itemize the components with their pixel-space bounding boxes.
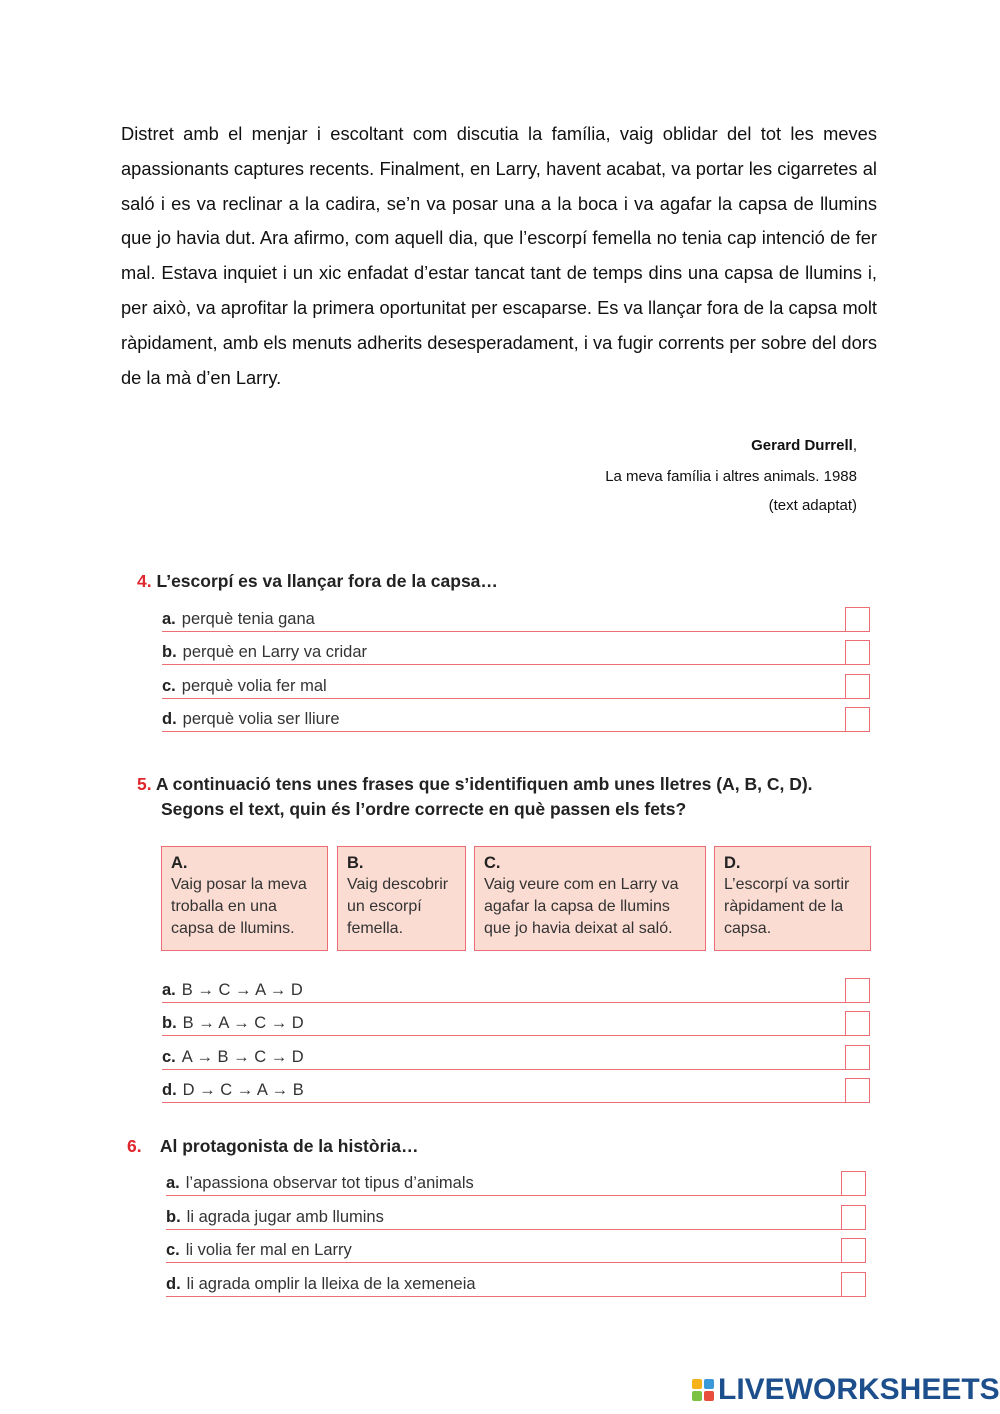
- option-text: perquè volia ser lliure: [182, 710, 340, 728]
- answer-checkbox[interactable]: [841, 1171, 866, 1196]
- question-4-text: L’escorpí es va llançar fora de la capsa…: [156, 571, 498, 591]
- question-5-option-c: [162, 1044, 870, 1070]
- question-4-option-c: [162, 673, 870, 699]
- option-letter: a.: [162, 981, 176, 999]
- answer-checkbox[interactable]: [841, 1205, 866, 1230]
- option-text: li volia fer mal en Larry: [185, 1241, 352, 1259]
- question-4-option-a: [162, 606, 870, 632]
- event-card-d: [714, 846, 871, 951]
- option-letter: c.: [162, 677, 176, 695]
- option-text: A → B → C → D: [181, 1048, 304, 1066]
- card-letter: A.: [171, 854, 188, 872]
- option-letter: b.: [166, 1208, 181, 1226]
- event-card-a: [161, 846, 328, 951]
- question-5-option-d: [162, 1077, 870, 1103]
- option-text: B → C → A → D: [181, 981, 303, 999]
- option-text: D → C → A → B: [182, 1081, 304, 1099]
- question-6-option-b: [166, 1204, 866, 1230]
- logo-square-2: [704, 1379, 714, 1389]
- answer-checkbox[interactable]: [841, 1272, 866, 1297]
- option-text: l’apassiona observar tot tipus d’animals: [185, 1174, 474, 1192]
- question-5-text-line2: Segons el text, quin és l’ordre correcte en què passen els fets?: [161, 799, 687, 819]
- option-letter: d.: [166, 1275, 181, 1293]
- question-5-option-a: [162, 977, 870, 1003]
- logo-text: LIVEWORKSHEETS: [718, 1373, 1000, 1406]
- event-card-c: [474, 846, 706, 951]
- attribution-author: [751, 437, 857, 454]
- author-name: Gerard Durrell: [751, 437, 853, 454]
- question-6-title: [127, 1134, 418, 1159]
- option-letter: a.: [166, 1174, 180, 1192]
- answer-checkbox[interactable]: [845, 1045, 870, 1070]
- answer-checkbox[interactable]: [845, 978, 870, 1003]
- logo-square-4: [704, 1391, 714, 1401]
- question-6-number: 6.: [127, 1136, 142, 1156]
- option-letter: c.: [162, 1048, 176, 1066]
- question-4-number: 4.: [137, 571, 152, 591]
- card-letter: C.: [484, 854, 501, 872]
- answer-checkbox[interactable]: [845, 1011, 870, 1036]
- logo-mark-icon: [692, 1379, 714, 1401]
- card-text: Vaig posar la meva troballa en una capsa de llumins.: [171, 876, 307, 937]
- question-6-option-c: [166, 1237, 866, 1263]
- option-text: perquè tenia gana: [181, 610, 315, 628]
- reading-passage: Distret amb el menjar i escoltant com discutia la família, vaig oblidar del tot les meves apassionants captures recents. Finalment, en Larry, havent acabat, va portar les cigarretes al saló i es va reclinar a la cadira, se’n va posar una a la boca i va agafar la capsa de llumins que jo havia dut. Ara afirmo, com aquell dia, que l’escorpí femella no tenia cap intenció de fer mal. Estava inquiet i un xic enfadat d’estar tancat tant de temps dins una capsa de llumins i, per això, va aprofitar la primera oportunitat per escaparse. Es va llançar fora de la capsa molt ràpidament, amb els menuts adherits desesperadament, i va fugir corrents per sobre del dors de la mà d’en Larry.: [121, 123, 877, 388]
- option-letter: b.: [162, 1014, 177, 1032]
- logo-square-1: [692, 1379, 702, 1389]
- option-letter: d.: [162, 710, 177, 728]
- question-5-number: 5.: [137, 774, 152, 794]
- option-letter: d.: [162, 1081, 177, 1099]
- attribution-book: La meva família i altres animals. 1988: [605, 468, 857, 485]
- liveworksheets-logo: [692, 1374, 1000, 1406]
- option-letter: c.: [166, 1241, 180, 1259]
- option-text: li agrada jugar amb llumins: [186, 1208, 384, 1226]
- question-5-title: [137, 772, 813, 797]
- author-suffix: ,: [852, 437, 857, 454]
- option-text: perquè volia fer mal: [181, 677, 327, 695]
- option-letter: b.: [162, 643, 177, 661]
- question-5-option-b: [162, 1010, 870, 1036]
- logo-square-3: [692, 1391, 702, 1401]
- card-letter: B.: [347, 854, 364, 872]
- attribution-note: (text adaptat): [768, 497, 857, 514]
- answer-checkbox[interactable]: [845, 640, 870, 665]
- question-4-option-d: [162, 706, 870, 732]
- answer-checkbox[interactable]: [845, 707, 870, 732]
- card-text: L’escorpí va sortir ràpidament de la capsa.: [724, 876, 850, 937]
- option-text: perquè en Larry va cridar: [182, 643, 368, 661]
- question-6-option-d: [166, 1271, 866, 1297]
- card-letter: D.: [724, 854, 741, 872]
- answer-checkbox[interactable]: [841, 1238, 866, 1263]
- option-letter: a.: [162, 610, 176, 628]
- answer-checkbox[interactable]: [845, 1078, 870, 1103]
- event-card-b: [337, 846, 466, 951]
- question-6-text: Al protagonista de la història…: [159, 1136, 419, 1156]
- question-5-text-line1: A continuació tens unes frases que s’identifiquen amb unes lletres (A, B, C, D).: [155, 774, 813, 794]
- answer-checkbox[interactable]: [845, 607, 870, 632]
- card-text: Vaig veure com en Larry va agafar la capsa de llumins que jo havia deixat al saló.: [484, 876, 679, 937]
- question-4-option-b: [162, 639, 870, 665]
- card-text: Vaig descobrir un escorpí femella.: [347, 876, 449, 937]
- option-text: B → A → C → D: [182, 1014, 304, 1032]
- option-text: li agrada omplir la lleixa de la xemeneia: [186, 1275, 476, 1293]
- answer-checkbox[interactable]: [845, 674, 870, 699]
- question-6-option-a: [166, 1170, 866, 1196]
- question-4-title: [137, 569, 498, 594]
